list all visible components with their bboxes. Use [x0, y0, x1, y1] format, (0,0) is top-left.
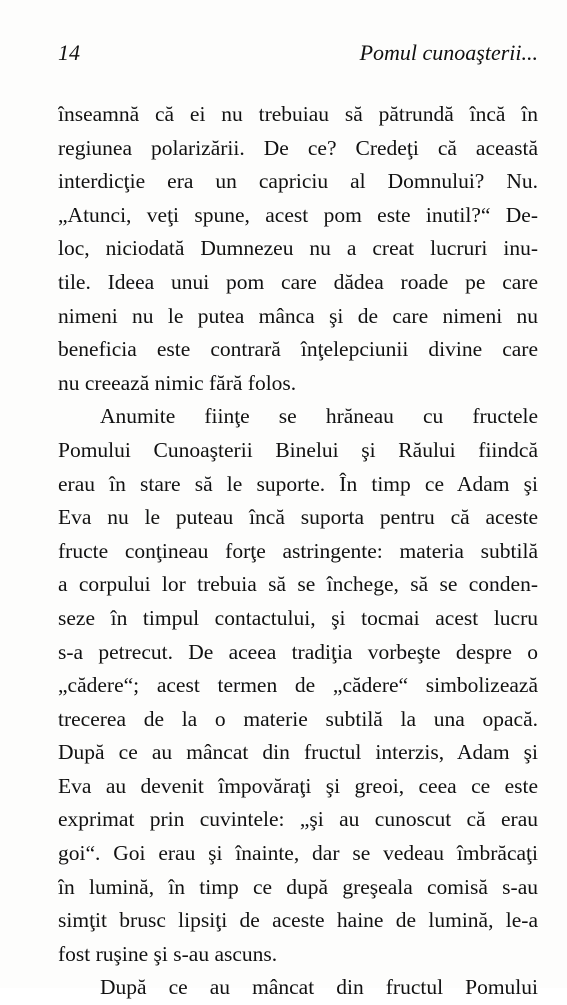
text-line: seze în timpul contactului, şi tocmai acest lucru: [58, 605, 538, 630]
text-line: trecerea de la o materie subtilă la una opacă.: [58, 706, 538, 731]
text-line: simţit brusc lipsiţi de aceste haine de lumină, le-a: [58, 908, 538, 933]
text-line: în lumină, în timp ce după greşeala comisă s-au: [58, 874, 538, 899]
text-line: „cădere“; acest termen de „cădere“ simbolizează: [58, 673, 538, 698]
text-line: interdicţie era un capriciu al Domnului? Nu.: [58, 169, 538, 194]
text-line: După ce au mâncat din fructul interzis, Adam şi: [58, 740, 538, 765]
text-line: „Atunci, veţi spune, acest pom este inutil?“ De-: [58, 202, 538, 227]
text-line: regiunea polarizării. De ce? Credeţi că această: [58, 135, 538, 160]
text-line: beneficia este contrară înţelepciunii divine care: [58, 337, 538, 362]
page-number: 14: [58, 40, 80, 65]
text-line: erau în stare să le suporte. În timp ce Adam şi: [58, 471, 538, 496]
text-line: tile. Ideea unui pom care dădea roade pe care: [58, 269, 538, 294]
text-line: goi“. Goi erau şi înainte, dar se vedeau îmbrăcaţi: [58, 841, 538, 866]
running-title: Pomul cunoaşterii...: [359, 40, 538, 65]
body-text: [58, 98, 538, 1005]
text-line: Eva nu le puteau încă suporta pentru că aceste: [58, 505, 538, 530]
paragraph-start-line: După ce au mâncat din fructul Pomului: [100, 975, 538, 1000]
text-line: Eva au devenit împovăraţi şi greoi, ceea ce este: [58, 773, 538, 798]
text-line: nimeni nu le putea mânca şi de care nimeni nu: [58, 303, 538, 328]
page-header: [58, 40, 538, 70]
paragraph-end-line: nu creează nimic fără folos.: [58, 370, 297, 395]
text-line: exprimat prin cuvintele: „şi au cunoscut că erau: [58, 807, 538, 832]
paragraph-end-line: fost ruşine şi s-au ascuns.: [58, 941, 278, 966]
text-line: s-a petrecut. De aceea tradiţia vorbeşte despre o: [58, 639, 538, 664]
text-line: fructe conţineau forţe astringente: materia subtilă: [58, 538, 538, 563]
text-line: loc, niciodată Dumnezeu nu a creat lucruri inu-: [58, 236, 538, 261]
text-line: a corpului lor trebuia să se închege, să se conden-: [58, 572, 538, 597]
text-line: înseamnă că ei nu trebuiau să pătrundă încă în: [58, 102, 538, 126]
paragraph-start-line: Anumite fiinţe se hrăneau cu fructele: [100, 404, 538, 429]
text-line: Pomului Cunoaşterii Binelui şi Răului fiindcă: [58, 437, 538, 462]
